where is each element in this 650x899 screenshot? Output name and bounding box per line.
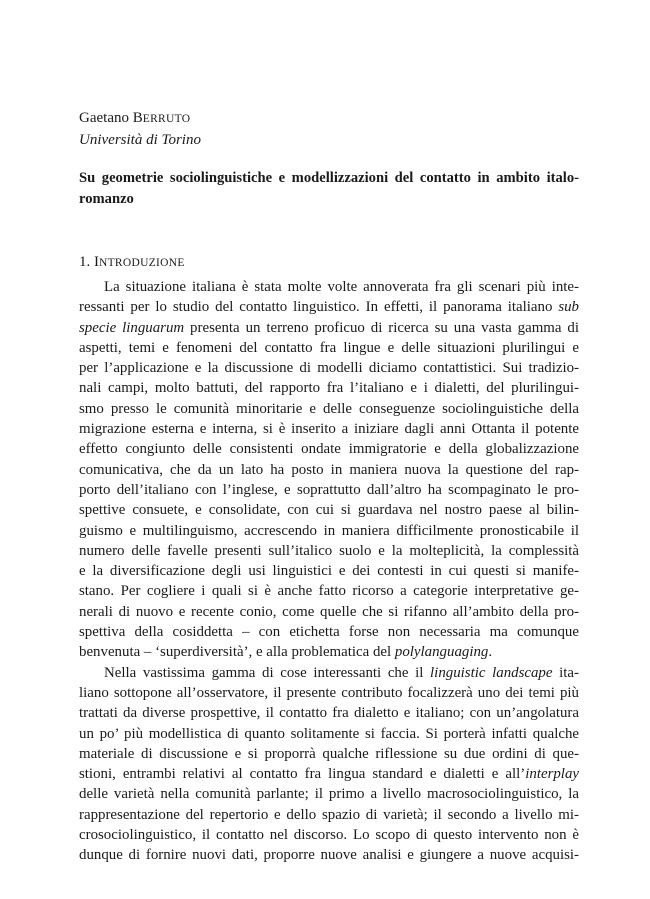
text-line: Nella vastissima gamma di cose interessanti che il linguistic landscape ita- [104,664,579,681]
text-line: stano. Per cogliere i quali si è anche fatto ricorso a categorie interpretative ge- [79,583,579,600]
text-line: smo presso le comunità minoritarie e delle conseguenze sociolinguistiche della [79,400,579,417]
text-line: dunque di fornire nuovi dati, proporre nuove analisi e giungere a nuove acquisi- [79,847,579,864]
text-line: migrazione esterna e interna, si è inserito a iniziare dagli anni Ottanta il potente [79,421,579,438]
section-title-rest: NTRODUZIONE [99,257,185,269]
italic-term: sub [558,299,579,316]
text-line: guismo e multilinguismo, accrescendo in maniera difficilmente pronosticabile il [79,522,579,539]
author-name [79,108,201,130]
italic-term: linguistic landscape [430,664,553,681]
author-first-name: Gaetano [79,110,129,126]
section-initial: I [94,254,99,270]
title-line: romanzo [79,191,134,207]
text-line: trattati da diverse prospettive, il contatto fra dialetto e italiano; con un’angolatura [79,705,579,722]
text-line: porto dell’italiano con l’inglese, e soprattutto dall’altro ha scompaginato le pro- [79,481,579,498]
author-last-initial: B [132,110,143,126]
text-line: un po’ più modellistica di quanto solitamente si faccia. Si porterà infatti qualche [79,725,579,742]
italic-term: interplay [525,766,579,783]
italic-term: specie linguarum [79,319,185,336]
title-line: Su geometrie sociolinguistiche e modellizzazioni del contatto in ambito italo- [79,170,579,186]
text-line: benvenuta – ‘superdiversità’, e alla problematica del polylanguaging. [79,644,493,661]
text-line: per l’applicazione e la discussione di modelli diciamo contattistici. Sui tradizio- [79,360,579,377]
text-line: spettiva della cosiddetta – con etichetta forse non necessaria ma comunque [79,624,579,641]
paragraph-2 [79,663,579,866]
paper-title [79,168,579,210]
text-line: materiale di discussione e si proporrà qualche riflessione su due ordini di que- [79,745,579,762]
text-line: liano sottopone all’osservatore, il presente contributo focalizzerà uno dei temi più [79,684,579,701]
section-number: 1. [79,254,94,270]
text-line: stioni, entrambi relativi al contatto fra lingua standard e dialetti e all’interplay [79,766,579,783]
text-line: numero delle favelle presenti sull’italico suolo e la molteplicità, la complessità [79,542,579,559]
text-line: effetto congiunto delle consistenti ondate immigratorie e della globalizzazione [79,441,579,458]
section-heading [79,252,185,274]
text-line: specie linguarum presenta un terreno proficuo di ricerca su una vasta gamma di [79,319,579,336]
text-line: ressanti per lo studio del contatto linguistico. In effetti, il panorama italiano sub [79,299,579,316]
affiliation: Università di Torino [79,132,201,148]
author-last-rest: ERRUTO [142,113,191,125]
text-line: nerali di nuovo e recente conio, come quelle che si rifanno all’ambito della pro- [79,603,579,620]
text-line: comunicativa, che da un lato ha posto in maniera nuova la questione del rap- [79,461,579,478]
text-line: e la diversificazione degli usi linguistici e dei contesti in cui questi si manife- [79,563,579,580]
text-line: aspetti, temi e fenomeni del contatto fra lingue e delle situazioni plurilingui e [79,339,579,356]
text-line: delle varietà nella comunità parlante; il primo a livello macrosociolinguistico, la [79,786,579,803]
body-text [79,277,579,866]
text-line: nali campi, molto battuti, del rapporto fra l’italiano e i dialetti, del plurilingui- [79,380,579,397]
text-line: crosociolinguistico, il contatto nel discorso. Lo scopo di questo intervento non è [79,827,579,844]
text-line: La situazione italiana è stata molte volte annoverata fra gli scenari più inte- [104,279,579,295]
text-line: spettive consuete, e consolidate, con cui si guardava nel nostro paese al bilin- [79,502,579,519]
author-block [79,108,201,151]
italic-term: polylanguaging [394,644,489,661]
paragraph-1 [79,277,579,663]
text-line: rappresentazione del repertorio e dello spazio di varietà; il secondo a livello mi- [79,806,579,823]
